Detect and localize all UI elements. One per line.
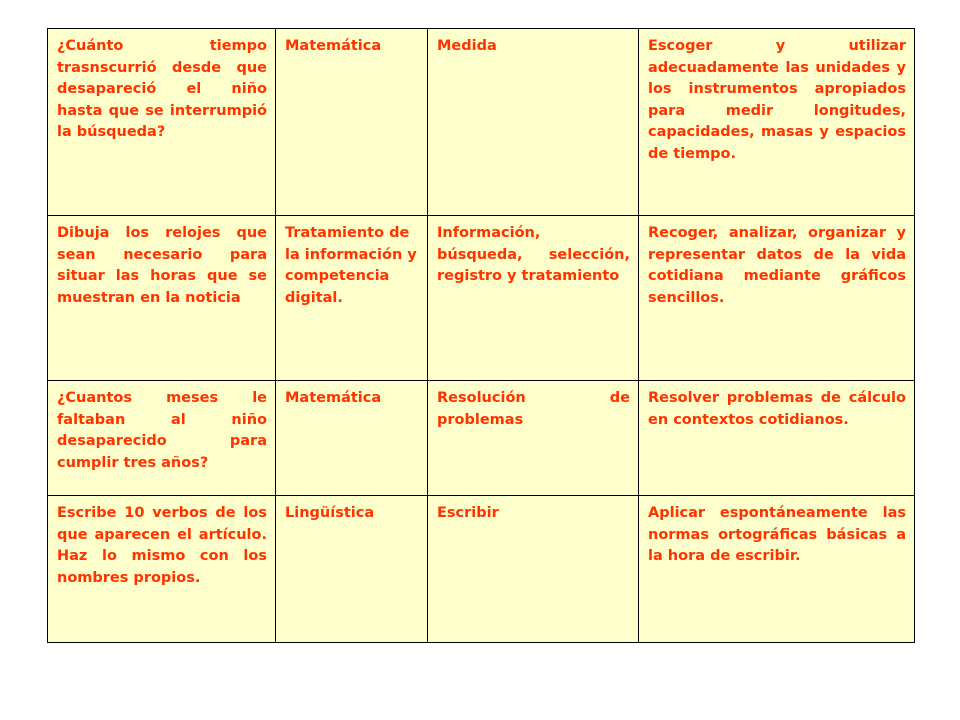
competence-cell: Tratamiento de la información y competencia digital. (276, 216, 428, 381)
question-cell: Escribe 10 verbos de los que aparecen el artículo. Haz lo mismo con los nombres propios. (48, 496, 276, 643)
question-cell: ¿Cuantos meses le faltaban al niño desaparecido para cumplir tres años? (48, 381, 276, 496)
block-cell: Medida (428, 29, 639, 216)
criterion-cell: Resolver problemas de cálculo en contextos cotidianos. (639, 381, 915, 496)
criterion-cell: Recoger, analizar, organizar y representar datos de la vida cotidiana mediante gráficos sencillos. (639, 216, 915, 381)
table-row (48, 216, 915, 381)
competence-table (47, 28, 915, 643)
competence-cell: Lingüística (276, 496, 428, 643)
question-cell: ¿Cuánto tiempo trasnscurrió desde que desapareció el niño hasta que se interrumpió la búsqueda? (48, 29, 276, 216)
block-cell: Resolución de problemas (428, 381, 639, 496)
block-cell: Escribir (428, 496, 639, 643)
competence-cell: Matemática (276, 29, 428, 216)
question-cell: Dibuja los relojes que sean necesario para situar las horas que se muestran en la noticia (48, 216, 276, 381)
table-row (48, 29, 915, 216)
competence-cell: Matemática (276, 381, 428, 496)
criterion-cell: Aplicar espontáneamente las normas ortográficas básicas a la hora de escribir. (639, 496, 915, 643)
criterion-cell: Escoger y utilizar adecuadamente las unidades y los instrumentos apropiados para medir longitudes, capacidades, masas y espacios de tiempo. (639, 29, 915, 216)
table-row (48, 381, 915, 496)
table-row (48, 496, 915, 643)
block-cell: Información, búsqueda, selección, registro y tratamiento (428, 216, 639, 381)
